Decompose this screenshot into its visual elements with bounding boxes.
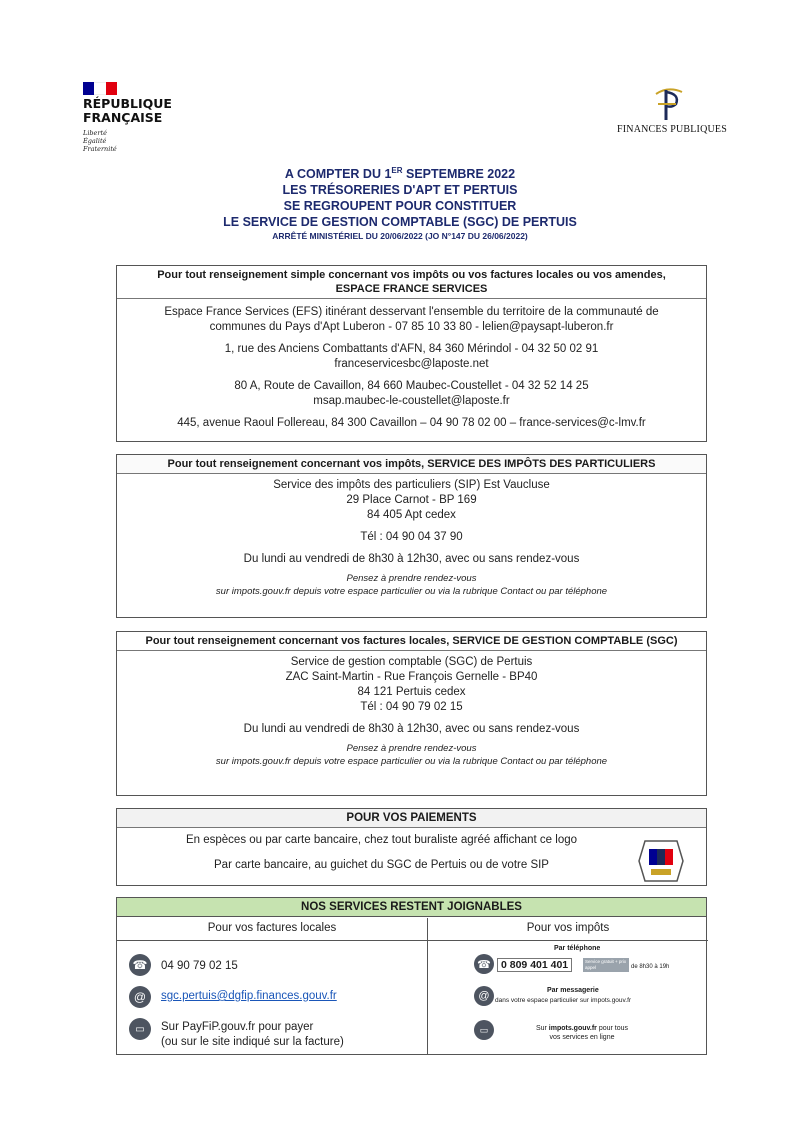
sgc-phone: 04 90 79 02 15 <box>161 960 238 972</box>
sgc-heading: Pour tout renseignement concernant vos factures locales, SERVICE DE GESTION COMPTABLE (SGC) <box>117 632 706 651</box>
payfip-text: Sur PayFiP.gouv.fr pour payer (ou sur le site indiqué sur la facture) <box>161 1021 344 1048</box>
at-icon: @ <box>474 986 494 1006</box>
phone-badge: Service gratuit + prix appel <box>583 958 629 972</box>
payments-box: POUR VOS PAIEMENTS En espèces ou par carte bancaire, chez tout buraliste agréé affichant ce logo Par carte bancaire, au guichet du SGC de Pertuis ou de votre SIP <box>116 808 707 886</box>
sgc-email-link[interactable]: sgc.pertuis@dgfip.finances.gouv.fr <box>161 990 337 1002</box>
column-header-factures: Pour vos factures locales <box>207 922 337 934</box>
payments-heading: POUR VOS PAIEMENTS <box>117 809 706 828</box>
services-box <box>116 897 707 1055</box>
finances-publiques-icon <box>648 84 688 124</box>
efs-heading: Pour tout renseignement simple concernant vos impôts ou vos factures locales ou vos amendes, ESPACE FRANCE SERVICES <box>117 266 706 299</box>
msg-label: Par messagerie <box>547 987 599 994</box>
sip-box: Pour tout renseignement concernant vos impôts, SERVICE DES IMPÔTS DES PARTICULIERS Service des impôts des particuliers (SIP) Est Vaucluse 29 Place Carnot - BP 169 84 405 Apt cedex Tél : 04 90 04 37 90 Du lundi au vendredi de 8h30 à 12h30, avec ou sans rendez-vous Pensez à prendre rendez-vous sur impots.gouv.fr depuis votre espace particulier ou via la rubrique Contact ou par téléphone <box>116 454 707 618</box>
republique-motto: Liberté Égalité Fraternité <box>83 129 117 153</box>
sgc-box: Pour tout renseignement concernant vos factures locales, SERVICE DE GESTION COMPTABLE (SGC) Service de gestion comptable (SGC) de Pertuis ZAC Saint-Martin - Rue François Gernelle - BP40 84 121 Pertuis cedex Tél : 04 90 79 02 15 Du lundi au vendredi de 8h30 à 12h30, avec ou sans rendez-vous Pensez à prendre rendez-vous sur impots.gouv.fr depuis votre espace particulier ou via la rubrique Contact ou par téléphone <box>116 631 707 796</box>
impots-phone-number: 0 809 401 401 <box>497 958 572 972</box>
phone-icon: ☎ <box>129 954 151 976</box>
sip-heading: Pour tout renseignement concernant vos impôts, SERVICE DES IMPÔTS DES PARTICULIERS <box>117 455 706 474</box>
computer-icon: ▭ <box>129 1018 151 1040</box>
republique-francaise-logo: RÉPUBLIQUE FRANÇAISE <box>83 96 172 125</box>
espace-france-services-box: Pour tout renseignement simple concernant vos impôts ou vos factures locales ou vos amendes, ESPACE FRANCE SERVICES Espace France Services (EFS) itinérant desservant l'ensemble du territoire de la communauté de communes du Pays d'Apt Luberon - 07 85 10 33 80 - lelien@paysapt-luberon.fr 1, rue des Anciens Combattants d'AFN, 84 360 Mérindol - 04 32 50 02 91 franceservicesbc@laposte.net 80 A, Route de Cavaillon, 84 660 Maubec-Coustellet - 04 32 52 14 25 msap.maubec-le-coustellet@laposte.fr 445, avenue Raoul Follereau, 84 300 Cavaillon – 04 90 78 02 00 – france-services@c-lmv.fr <box>116 265 707 442</box>
computer-icon: ▭ <box>474 1020 494 1040</box>
page-title: A COMPTER DU 1ER SEPTEMBRE 2022 LES TRÉSORERIES D'APT ET PERTUIS SE REGROUPENT POUR CONSTITUER LE SERVICE DE GESTION COMPTABLE (SGC) DE PERTUIS ARRÊTÉ MINISTÉRIEL DU 20/06/2022 (JO N°147 DU 26/06/2022) <box>223 166 577 242</box>
tel-label: Par téléphone <box>554 945 601 952</box>
phone-hours: de 8h30 à 19h <box>631 964 670 970</box>
msg-text: dans votre espace particulier sur impots.gouv.fr <box>495 997 632 1004</box>
buraliste-logo <box>637 839 685 883</box>
phone-icon: ☎ <box>474 954 494 974</box>
column-header-impots: Pour vos impôts <box>526 922 610 934</box>
services-heading: NOS SERVICES RESTENT JOIGNABLES <box>117 898 706 917</box>
republique-flag <box>83 82 117 95</box>
at-icon: @ <box>129 986 151 1008</box>
finances-publiques-label: FINANCES PUBLIQUES <box>617 124 728 135</box>
impots-web-text: Sur impots.gouv.fr pour tous vos services en ligne <box>535 1025 629 1041</box>
